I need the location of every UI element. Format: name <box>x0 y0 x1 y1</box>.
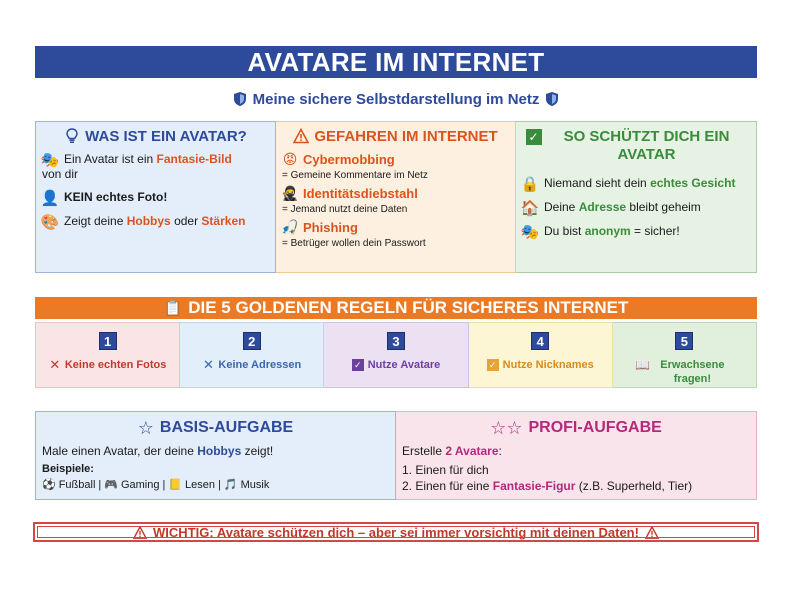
rule-number: 3 <box>387 332 405 350</box>
avatar-definition: 🎭 Ein Avatar ist ein Fantasie-Bild von dir <box>40 151 232 181</box>
task-item: 1. Einen für dich <box>402 463 489 477</box>
star-icon: ☆☆ <box>490 417 523 438</box>
panel-heading: WAS IST EIN AVATAR? <box>42 128 269 146</box>
task-description: Male einen Avatar, der deine Hobbys zeigt! <box>42 444 274 458</box>
subtitle-text: Meine sichere Selbstdarstellung im Netz <box>252 90 540 108</box>
info-columns <box>35 121 757 273</box>
danger-item: 🥷 Identitätsdiebstahl = Jemand nutzt deine Daten <box>281 184 418 215</box>
theater-masks-icon: 🎭 <box>520 223 540 241</box>
basic-task-panel <box>35 411 396 500</box>
rule-card: 4 ✓ Nutze Nicknames <box>469 322 613 388</box>
check-icon: ✓ <box>487 359 499 371</box>
page-subtitle <box>35 88 757 110</box>
soccer-ball-icon: ⚽ <box>42 479 56 491</box>
address-secret: 🏠 Deine Adresse bleibt geheim <box>520 199 701 217</box>
rule-card: 5 📖 Erwachsene fragen! <box>613 322 757 388</box>
warning-icon <box>133 526 147 539</box>
tasks-row <box>35 411 757 500</box>
task-heading: ☆☆ PROFI-AUFGABE <box>490 417 662 438</box>
dangers-panel <box>276 121 516 273</box>
thief-icon: 🥷 <box>281 184 299 201</box>
no-real-photo: 👤 KEIN echtes Foto! <box>40 189 168 207</box>
danger-item: 🎣 Phishing = Betrüger wollen dein Passwort <box>281 218 426 249</box>
check-icon: ✓ <box>352 359 364 371</box>
rule-number: 4 <box>531 332 549 350</box>
panel-heading: ✓ SO SCHÜTZT DICH EIN AVATAR <box>522 128 750 164</box>
protection-panel <box>516 121 757 273</box>
rule-number: 2 <box>243 332 261 350</box>
music-icon: 🎵 <box>223 479 238 491</box>
book-icon: 📒 <box>168 479 183 491</box>
task-description: Erstelle 2 Avatare: <box>402 444 502 458</box>
clipboard-icon: 📋 <box>163 300 183 317</box>
anonymous: 🎭 Du bist anonym = sicher! <box>520 223 680 241</box>
rule-number: 5 <box>675 332 693 350</box>
task-item: 2. Einen für eine Fantasie-Figur (z.B. Superheld, Tier) <box>402 479 693 493</box>
lock-icon: 🔒 <box>520 175 540 193</box>
lightbulb-icon <box>64 128 80 144</box>
panel-heading: GEFAHREN IM INTERNET <box>282 128 509 146</box>
check-icon: ✓ <box>526 129 542 145</box>
hook-icon: 🎣 <box>281 218 299 235</box>
book-icon: 📖 <box>634 358 650 372</box>
angry-face-icon: 😡 <box>282 150 298 167</box>
rule-card: 1 ✕ Keine echten Fotos <box>35 322 180 388</box>
important-warning: WICHTIG: Avatare schützen dich – aber sei immer vorsichtig mit deinen Daten! <box>33 522 759 542</box>
examples-label: Beispiele: <box>42 463 94 475</box>
what-is-avatar-panel <box>35 121 276 273</box>
rules-row <box>35 322 757 388</box>
danger-list <box>282 151 509 249</box>
house-icon: 🏠 <box>520 199 540 217</box>
star-icon: ☆ <box>137 417 154 438</box>
danger-item: 😡 Cybermobbing = Gemeine Kommentare im Netz <box>282 150 428 181</box>
rules-heading: 📋 DIE 5 GOLDENEN REGELN FÜR SICHERES INTERNET <box>35 297 757 319</box>
x-icon: ✕ <box>49 357 61 372</box>
warning-icon <box>293 128 309 144</box>
task-heading: ☆ BASIS-AUFGABE <box>137 417 294 438</box>
rule-card: 3 ✓ Nutze Avatare <box>324 322 468 388</box>
incognito-icon: 👤 <box>40 189 60 207</box>
palette-icon: 🎨 <box>40 213 60 231</box>
shield-icon <box>233 91 247 107</box>
pro-task-panel <box>396 411 757 500</box>
warning-icon <box>645 526 659 539</box>
page-title: AVATARE IM INTERNET <box>35 46 757 78</box>
shield-icon <box>545 91 559 107</box>
theater-masks-icon: 🎭 <box>40 151 60 169</box>
examples-list: ⚽ Fußball | 🎮 Gaming | 📒 Lesen | 🎵 Musik <box>42 479 270 491</box>
face-hidden: 🔒 Niemand sieht dein echtes Gesicht <box>520 175 736 193</box>
x-icon: ✕ <box>202 357 214 372</box>
shows-hobbies: 🎨 Zeigt deine Hobbys oder Stärken <box>40 213 246 231</box>
rule-card: 2 ✕ Keine Adressen <box>180 322 324 388</box>
gamepad-icon: 🎮 <box>104 479 118 491</box>
rule-number: 1 <box>99 332 117 350</box>
